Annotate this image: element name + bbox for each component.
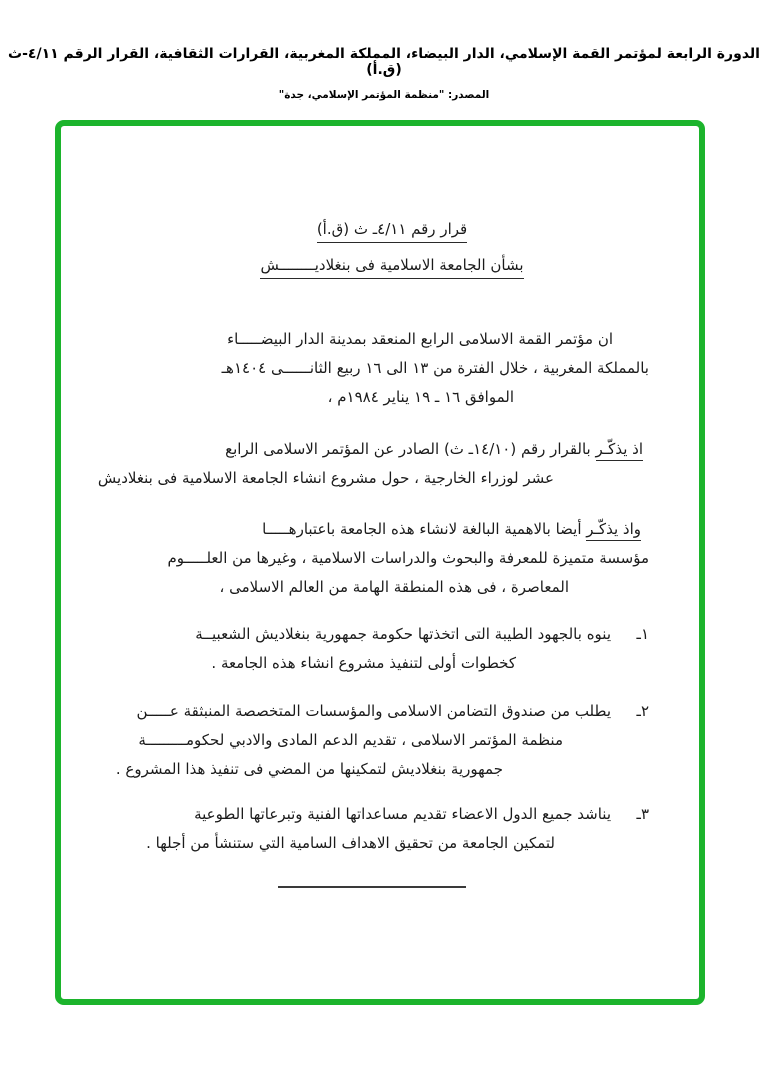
operative-item-2: [95, 697, 649, 784]
item-number: ٣ـ: [636, 805, 649, 823]
resolution-subject-line: [115, 252, 669, 288]
text-line: الموافق ١٦ ـ ١٩ يناير ١٩٨٤م ،: [327, 388, 514, 406]
recalling-lead: اذ يذكّـر: [596, 440, 643, 461]
resolution-subject-text: بشأن الجامعة الاسلامية فى بنغلاديــــــــش: [260, 256, 523, 279]
recalling-also-lead: واذ يذكّـر: [586, 520, 641, 541]
text-line: بالمملكة المغربية ، خلال الفترة من ١٣ الى ١٦ ربيع الثانــــــى ١٤٠٤هـ: [221, 359, 649, 377]
text-line: يطلب من صندوق التضامن الاسلامى والمؤسسات المتخصصة المنبثقة عـــــن: [136, 702, 611, 720]
preamble-paragraph-2: [95, 435, 649, 493]
citation-header: [0, 46, 768, 101]
preamble-paragraph-1: [95, 325, 649, 412]
text-line-rest: بالقرار رقم (١٤/١٠ـ ث) الصادر عن المؤتمر الاسلامى الرابع: [225, 440, 596, 458]
text-line: ان مؤتمر القمة الاسلامى الرابع المنعقد بمدينة الدار البيضـــــاء: [227, 330, 613, 348]
text-line: كخطوات أولى لتنفيذ مشروع انشاء هذه الجامعة .: [211, 654, 516, 672]
citation-source: المصدر: "منظمة المؤتمر الإسلامي، جدة": [278, 89, 490, 101]
operative-item-1: [95, 620, 649, 678]
text-line: مؤسسة متميزة للمعرفة والبحوث والدراسات الاسلامية ، وغيرها من العلـــــوم: [167, 549, 649, 567]
text-line: المعاصرة ، فى هذه المنطقة الهامة من العالم الاسلامى ،: [219, 578, 569, 596]
citation-title: الدورة الرابعة لمؤتمر القمة الإسلامي، الدار البيضاء، المملكة المغربية، القرارات الثقافية، القرار الرقم ٤/١١-ث (ق.أ): [8, 46, 760, 78]
text-line: جمهورية بنغلاديش لتمكينها من المضي فى تنفيذ هذا المشروع .: [115, 760, 503, 778]
text-line: عشر لوزراء الخارجية ، حول مشروع انشاء الجامعة الاسلامية فى بنغلاديش: [97, 469, 554, 487]
resolution-number-line: [115, 216, 669, 252]
text-line: يناشد جميع الدول الاعضاء تقديم مساعداتها الفنية وتبرعاتها الطوعية: [194, 805, 611, 823]
item-number: ٢ـ: [636, 702, 649, 720]
text-line: [95, 515, 649, 544]
resolution-title: [115, 216, 669, 288]
text-line: لتمكين الجامعة من تحقيق الاهداف السامية التي ستنشأ من أجلها .: [146, 834, 555, 852]
text-line: [95, 435, 649, 464]
document-scan-frame: [55, 120, 705, 1005]
operative-item-3: [95, 800, 649, 858]
text-line-rest: أيضا بالاهمية البالغة لانشاء هذه الجامعة باعتبارهـــــا: [262, 520, 587, 538]
text-line: ينوه بالجهود الطيبة التى اتخذتها حكومة جمهورية بنغلاديش الشعبيــة: [195, 625, 611, 643]
resolution-number-text: قرار رقم ٤/١١ـ ث (ق.أ): [317, 220, 467, 243]
preamble-paragraph-3: [95, 515, 649, 602]
item-number: ١ـ: [636, 625, 649, 643]
document-body: [61, 216, 699, 888]
text-line: منظمة المؤتمر الاسلامى ، تقديم الدعم المادى والادبي لحكومـــــــــة: [138, 731, 563, 749]
closing-rule: [278, 886, 466, 888]
